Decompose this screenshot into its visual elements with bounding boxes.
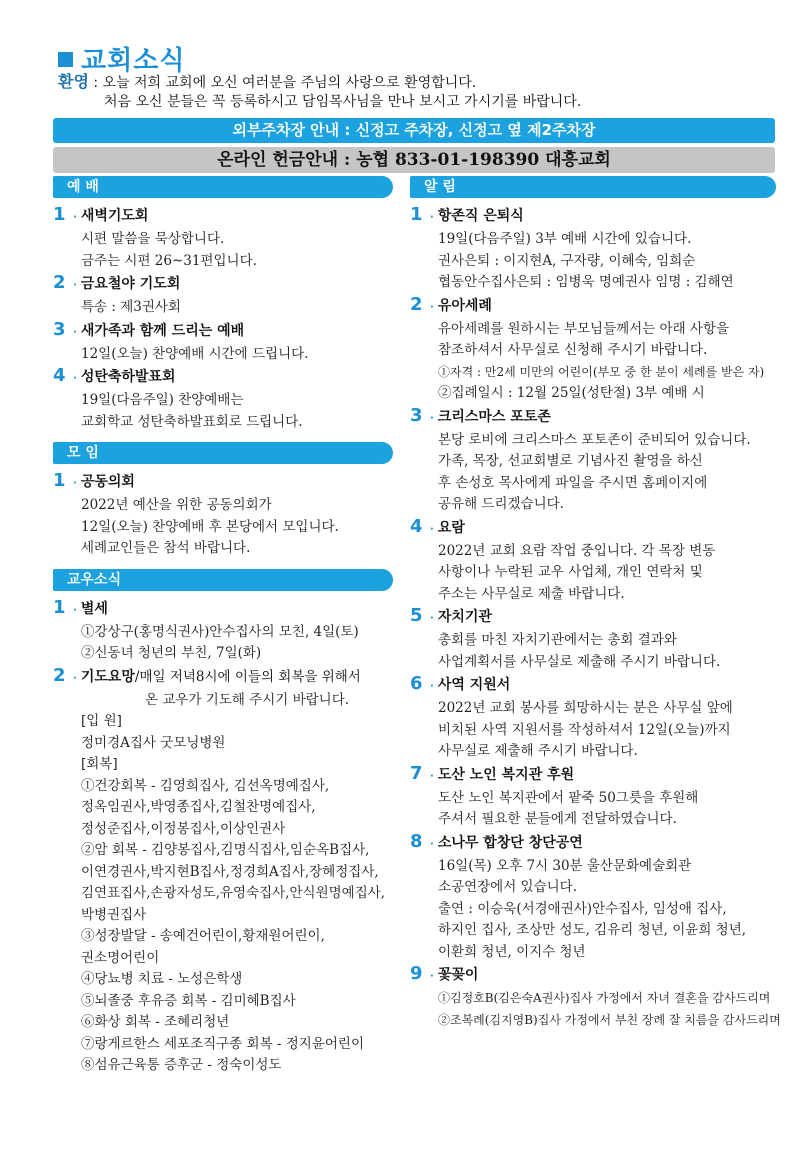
offering-banner: 온라인 헌금안내 : 농협 833-01-198390 대흥교회 <box>53 147 775 173</box>
list-item-title: 8 · 소나무 합창단 창단공연 <box>410 830 583 852</box>
list-item <box>410 605 776 673</box>
left-column <box>53 176 393 1077</box>
list-item <box>410 673 776 763</box>
list-item <box>410 294 776 405</box>
hospital-line: 정미경A집사 굿모닝병원 <box>81 734 226 751</box>
body-text-line: 주셔서 필요한 분들에게 전달하였습니다. <box>438 811 677 827</box>
list-item <box>410 405 776 516</box>
body-text-line: 하지인 집사, 조상만 성도, 김유리 청년, 이윤희 청년, <box>438 922 747 938</box>
body-text-line: ①강상구(홍명식권사)안수집사의 모친, 4일(토) <box>81 623 359 640</box>
body-text-line: 12일(오늘) 찬양예배 후 본당에서 모입니다. <box>81 518 339 535</box>
square-bullet-icon <box>58 52 73 67</box>
notice-section-heading: 알 림 <box>410 176 776 198</box>
body-text-line: 본당 로비에 크리스마스 포토존이 준비되어 있습니다. <box>438 431 751 448</box>
welcome-line-1: : 오늘 저희 교회에 오신 여러분을 주님의 사랑으로 환영합니다. <box>88 75 477 91</box>
body-text-line: 이연경권사,박지현B집사,정경희A집사,장혜정집사, <box>81 863 379 880</box>
list-item <box>53 319 393 366</box>
list-item-title: 2 · 기도요망/매일 저녁8시에 이들의 회복을 위해서 <box>53 664 361 686</box>
body-text-line: ⑤뇌졸중 후유증 회복 - 김미혜B집사 <box>81 992 296 1009</box>
body-text-line: 비치된 사역 지원서를 작성하셔서 12일(오늘)까지 <box>438 721 731 738</box>
body-text-line: 주소는 사무실로 제출 바랍니다. <box>438 585 625 602</box>
body-text-line: ⑧섬유근육통 증후군 - 정숙이성도 <box>81 1057 282 1073</box>
list-item <box>410 516 776 606</box>
prayer-request-line: 온 교우가 기도해 주시기 바랍니다. <box>145 691 350 708</box>
list-item <box>53 272 393 319</box>
list-item <box>410 831 776 964</box>
list-item-title: 4 · 성탄축하발표회 <box>53 365 176 386</box>
body-text-line: 금주는 시편 26~31편입니다. <box>81 252 257 269</box>
right-column <box>410 176 781 1031</box>
list-item-title: 9 · 꽃꽂이 <box>410 963 479 984</box>
body-text-line: ⑦랑게르한스 세포조직구종 회복 - 정지윤어린이 <box>81 1035 365 1052</box>
notice-list <box>410 204 781 1031</box>
body-text-line: 2022년 교회 요람 작업 중입니다. 각 목장 변동 <box>438 542 716 559</box>
body-text-line: 도산 노인 복지관에서 팥죽 50그릇을 후원해 <box>438 789 699 806</box>
body-text-line: ③성장발달 - 송예건어린이,황재원어린이, <box>81 928 325 944</box>
body-text-line: 공유해 드리겠습니다. <box>438 496 564 512</box>
body-text-line: 유아세례를 원하시는 부모님들께서는 아래 사항을 <box>438 320 730 337</box>
list-item-title: 7 · 도산 노인 복지관 후원 <box>410 762 575 784</box>
list-item-title: 1 · 새벽기도회 <box>53 204 149 225</box>
list-item <box>410 963 781 1031</box>
body-text-line: 교회학교 성탄축하발표회로 드립니다. <box>81 413 303 430</box>
body-text-line: 참조하셔서 사무실로 신청해 주시기 바랍니다. <box>438 342 708 358</box>
list-item <box>410 763 776 831</box>
list-item-title: 1 · 별세 <box>53 596 108 618</box>
body-text-line: 사항이나 누락된 교우 사업체, 개인 연락처 및 <box>438 564 703 580</box>
list-item <box>53 470 393 560</box>
body-text-line: 출연 : 이승욱(서경애권사)안수집사, 임성애 집사, <box>438 900 727 917</box>
body-text-line: 사무실로 제출해 주시기 바랍니다. <box>438 743 638 759</box>
list-item-title: 2 · 금요철야 기도회 <box>53 272 181 293</box>
body-text-line: 정옥임권사,박영종집사,김철찬명예집사, <box>81 799 316 815</box>
body-text-line: 이환희 청년, 이지수 청년 <box>438 943 586 960</box>
recovery-label: [회복] <box>81 756 118 772</box>
body-text-line: ⑥화상 회복 - 조혜리청년 <box>81 1014 230 1030</box>
parking-banner: 외부주차장 안내 : 신정고 주차장, 신정고 옆 제2주차장 <box>53 118 775 143</box>
body-text-line: 특송 : 제3권사회 <box>81 299 181 315</box>
body-text-line: 가족, 목장, 선교회별로 기념사진 촬영을 하신 <box>438 453 703 469</box>
body-text-line: 시편 말씀을 묵상합니다. <box>81 231 225 247</box>
body-text-line: ①건강회복 - 김영희집사, 김선옥명예집사, <box>81 777 330 794</box>
list-item-title: 3 · 크리스마스 포토존 <box>410 404 551 426</box>
worship-list <box>53 204 393 433</box>
list-item-title: 1 · 공동의회 <box>53 470 135 491</box>
list-item-title: 6 · 사역 지원서 <box>410 673 511 694</box>
body-text-line: ②신동녀 청년의 부친, 7일(화) <box>81 645 262 661</box>
body-text-line: ①김정호B(김은숙A권사)집사 가정에서 자녀 결혼을 감사드리며 <box>438 991 771 1005</box>
worship-section-heading: 예 배 <box>53 176 393 198</box>
members-section-heading: 교우소식 <box>53 569 393 591</box>
page-title: 교회소식 <box>58 40 185 77</box>
body-text-line: 후 손성호 목사에게 파일을 주시면 홈페이지에 <box>438 474 708 491</box>
list-item-title: 1 · 항존직 은퇴식 <box>410 204 524 225</box>
body-text-line: ②조복례(김지영B)집사 가정에서 부친 장례 잘 치름을 감사드리며 <box>438 1012 781 1027</box>
body-text-line: 협동안수집사은퇴 : 임병욱 명예권사 임명 : 김해연 <box>438 274 734 290</box>
body-text-line: 19일(다음주일) 찬양예배는 <box>81 392 244 408</box>
welcome-message <box>58 72 581 112</box>
body-text-line: ①자격 : 만2세 미만의 어린이(부모 중 한 분이 세례를 받은 자) <box>438 364 765 379</box>
welcome-label: 환영 <box>58 72 89 91</box>
body-text-line: 사업계획서를 사무실로 제출해 주시기 바랍니다. <box>438 653 721 670</box>
list-item <box>53 204 393 272</box>
list-item <box>410 204 776 294</box>
body-text-line: 소공연장에서 있습니다. <box>438 879 577 895</box>
meeting-section-heading: 모 임 <box>53 442 393 464</box>
list-item-title: 2 · 유아세례 <box>410 293 492 315</box>
body-text-line: ②암 회복 - 김양봉집사,김명식집사,임순옥B집사, <box>81 842 370 858</box>
body-text-line: 19일(다음주일) 3부 예배 시간에 있습니다. <box>438 231 692 247</box>
list-item-title: 4 · 요람 <box>410 515 465 537</box>
body-text-line: 김연표집사,손광자성도,유영숙집사,안식원명예집사, <box>81 885 386 901</box>
body-text-line: 총회를 마친 자치기관에서는 총회 결과와 <box>438 632 677 648</box>
body-text-line: ②집례일시 : 12월 25일(성탄절) 3부 예배 시 <box>438 385 705 401</box>
body-text-line: 박병권집사 <box>81 906 147 923</box>
list-item <box>53 365 393 433</box>
body-text-line: 12일(오늘) 찬양예배 시간에 드립니다. <box>81 345 309 362</box>
body-text-line: 2022년 교회 봉사를 희망하시는 분은 사무실 앞에 <box>438 700 733 716</box>
list-item-title: 5 · 자치기관 <box>410 605 492 626</box>
list-item-title: 3 · 새가족과 함께 드리는 예배 <box>53 318 245 340</box>
body-text-line: 2022년 예산을 위한 공동의회가 <box>81 497 272 513</box>
body-text-line: ④당뇨병 치료 - 노성은학생 <box>81 971 243 987</box>
welcome-line-2: 처음 오신 분들은 꼭 등록하시고 담임목사님을 만나 보시고 가시기를 바랍니다. <box>104 94 582 110</box>
body-text-line: 정성준집사,이정봉집사,이상인권사 <box>81 820 286 837</box>
body-text-line: 16일(목) 오후 7시 30분 울산문화예술회관 <box>438 857 692 874</box>
meeting-list <box>53 470 393 560</box>
hospital-label: [입 원] <box>81 713 122 729</box>
body-text-line: 권소명어린이 <box>81 949 160 966</box>
body-text-line: 권사은퇴 : 이지현A, 구자량, 이혜숙, 임희순 <box>438 252 696 269</box>
body-text-line: 세례교인들은 참석 바랍니다. <box>81 540 251 556</box>
members-list <box>53 597 393 1077</box>
